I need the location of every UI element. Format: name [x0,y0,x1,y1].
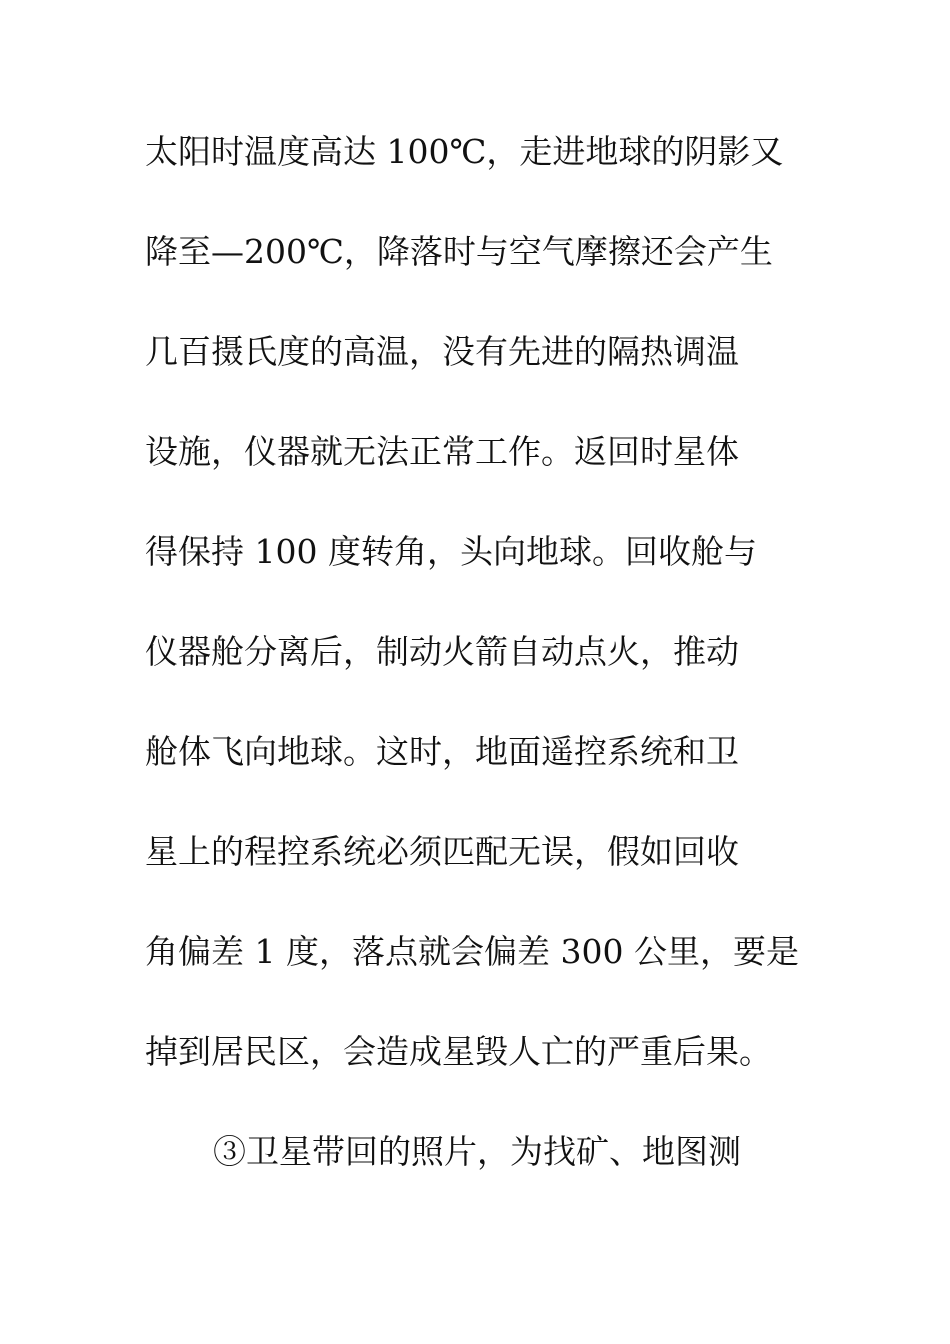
text-line-2: 降至—200℃，降落时与空气摩擦还会产生 [145,232,773,271]
text-line-4: 设施，仪器就无法正常工作。返回时星体 [145,432,739,471]
text-line-11: ③卫星带回的照片，为找矿、地图测 [213,1132,741,1171]
text-line-3: 几百摄氏度的高温，没有先进的隔热调温 [145,332,739,371]
text-line-6: 仪器舱分离后，制动火箭自动点火，推动 [145,632,739,671]
text-line-7: 舱体飞向地球。这时，地面遥控系统和卫 [145,732,739,771]
text-line-9: 角偏差 1 度，落点就会偏差 300 公里，要是 [145,932,799,971]
body-text [145,122,825,1222]
text-line-5: 得保持 100 度转角，头向地球。回收舱与 [145,532,757,571]
text-line-1: 太阳时温度高达 100℃，走进地球的阴影又 [145,132,784,171]
text-line-10: 掉到居民区，会造成星毁人亡的严重后果。 [145,1032,772,1071]
text-line-8: 星上的程控系统必须匹配无误，假如回收 [145,832,739,871]
